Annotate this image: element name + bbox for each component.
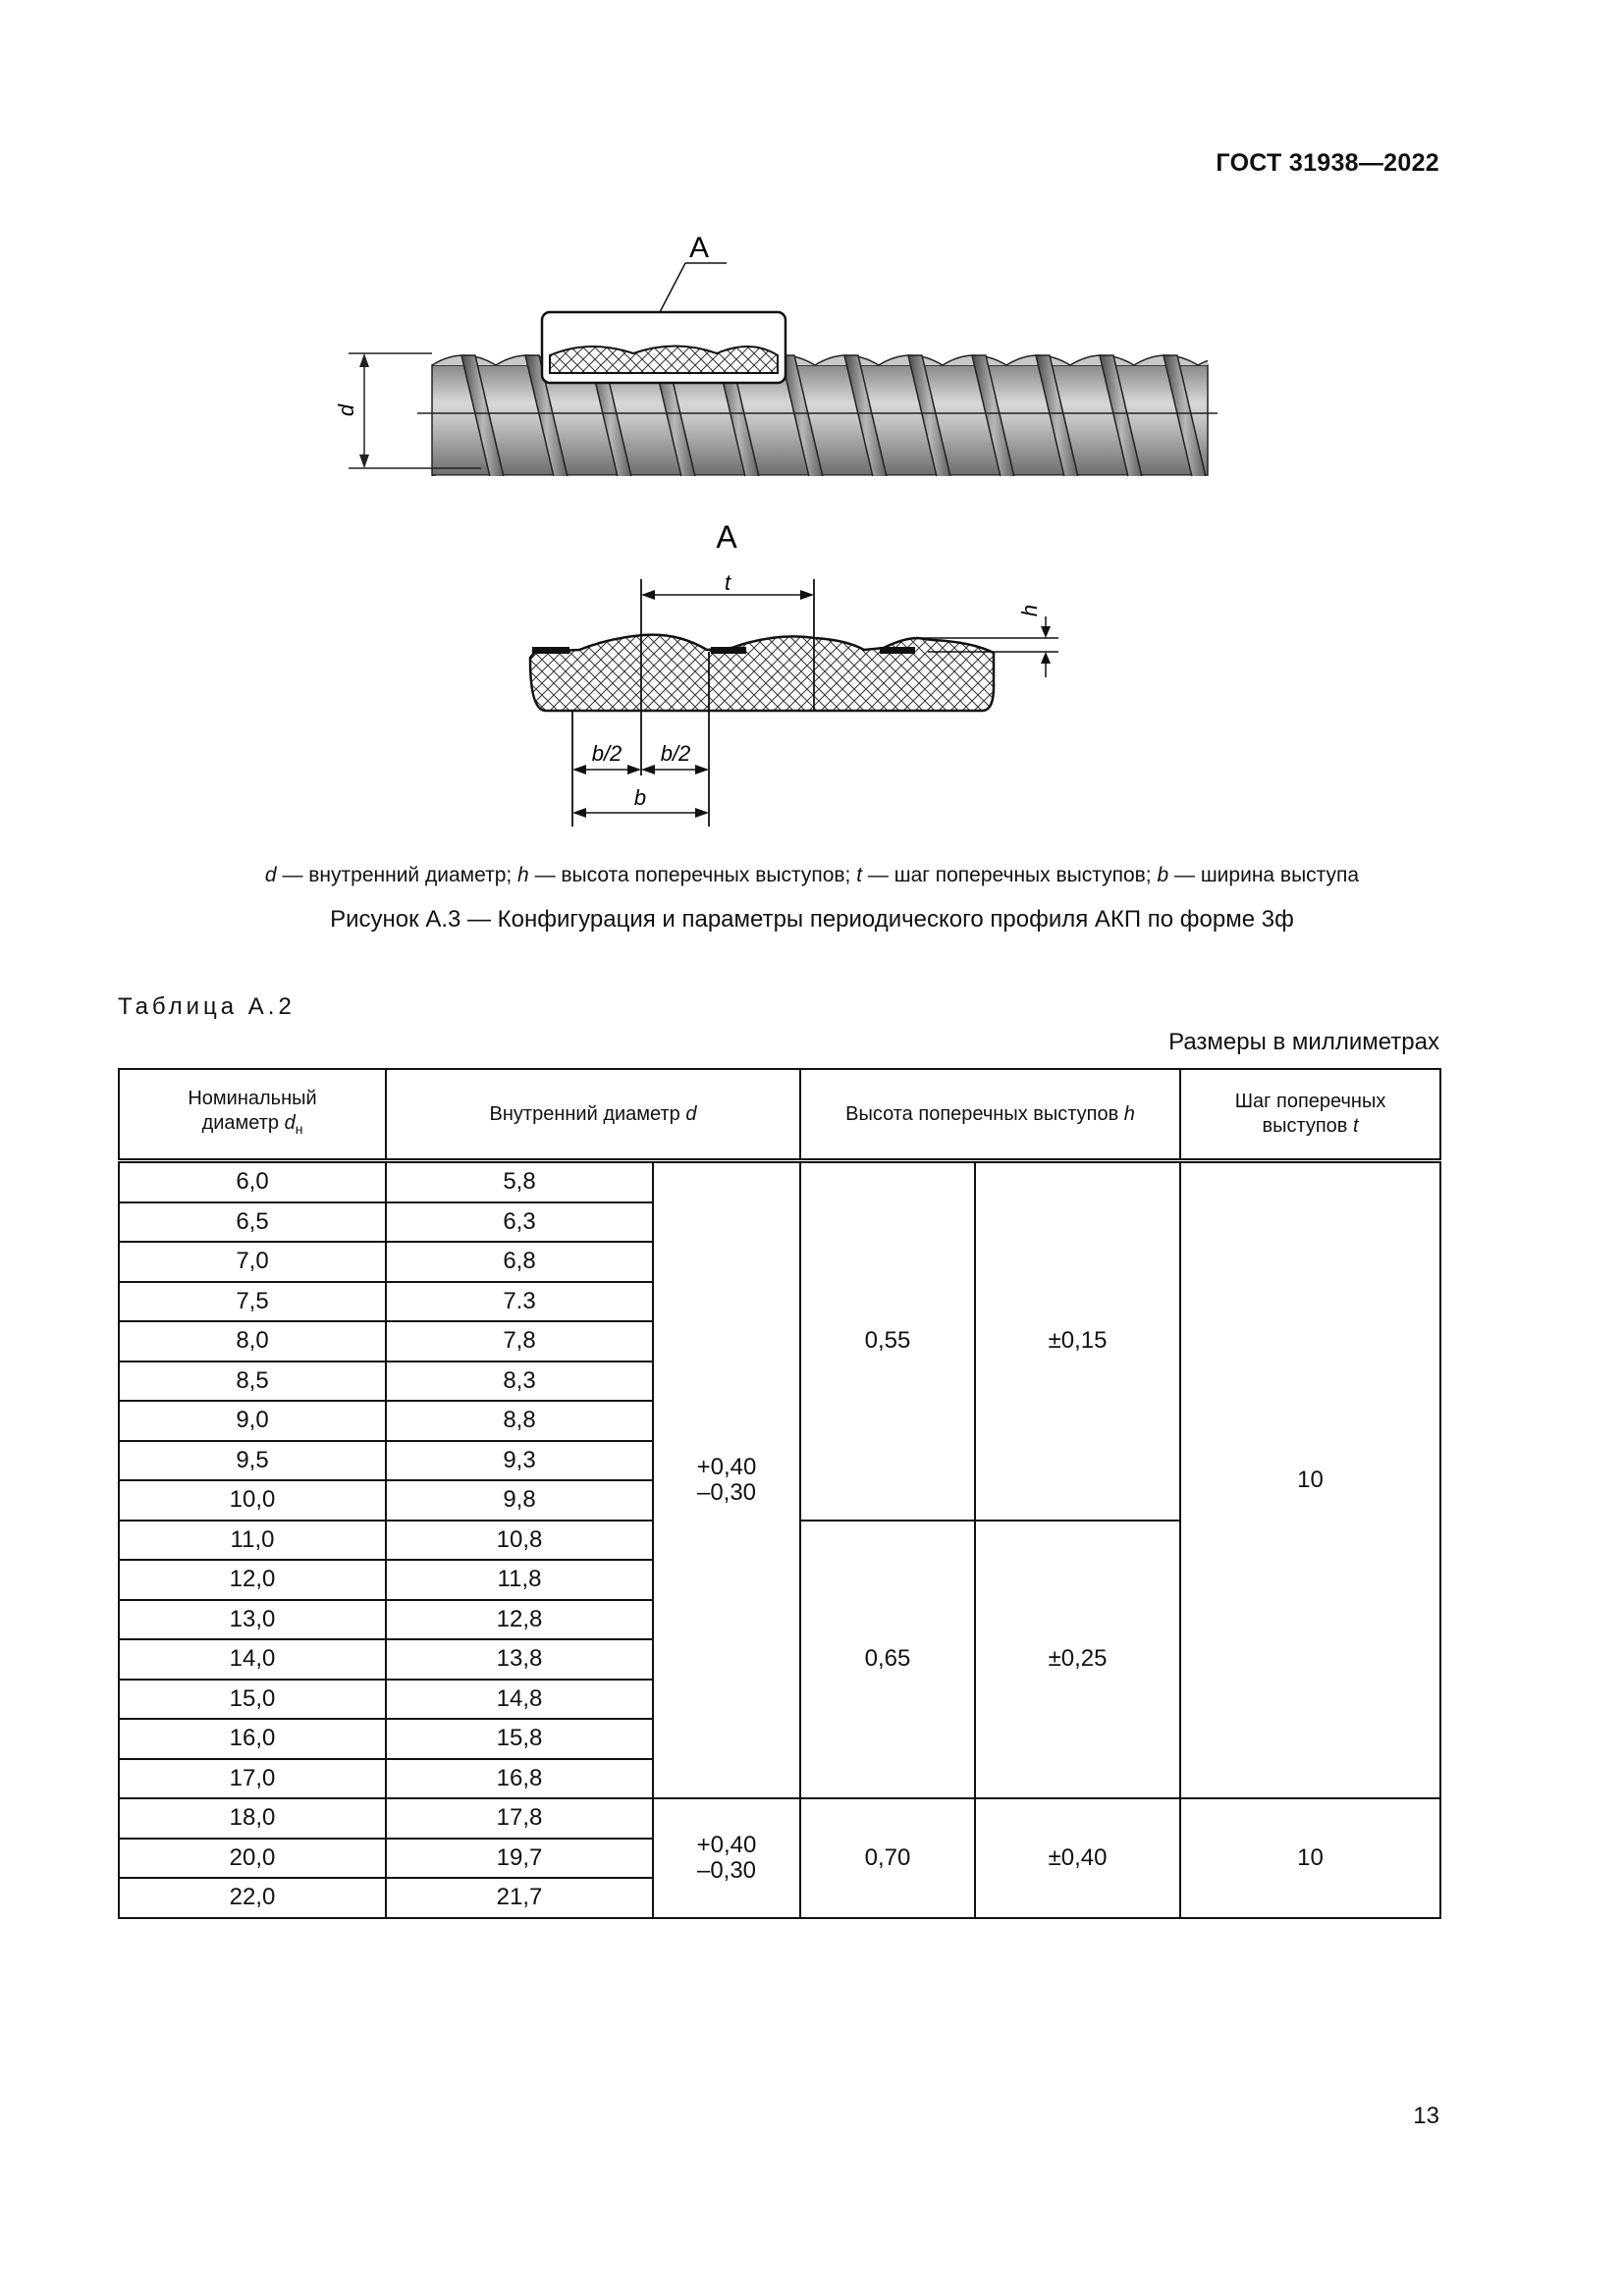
tolerance-minus: –0,30 [696,1856,757,1884]
dim-h-label: h [1017,604,1042,617]
cell-inner: 14,8 [386,1680,653,1720]
cell-inner: 6,3 [386,1202,653,1243]
cell-inner: 9,8 [386,1480,653,1521]
tolerance-plus: +0,40 [696,1831,757,1858]
legend-d-symbol: d [264,864,277,886]
legend-t-symbol: t [856,864,863,886]
header-inner-text: Внутренний диаметр [489,1102,686,1125]
cell-height-tolerance: ±0,25 [975,1521,1180,1799]
detail-a-section [530,579,994,827]
cell-pitch: 10 [1180,1798,1440,1918]
header-nominal-line2: диаметр [201,1112,285,1134]
cell-inner: 16,8 [386,1759,653,1799]
cell-nominal: 11,0 [119,1521,386,1561]
table-body [119,1161,1440,1918]
cell-inner: 5,8 [386,1161,653,1202]
cell-nominal: 9,0 [119,1401,386,1441]
cell-inner-tolerance [653,1798,800,1918]
legend-b-symbol: b [1157,864,1169,886]
cell-nominal: 9,5 [119,1441,386,1481]
cell-inner: 8,3 [386,1362,653,1402]
dim-b-half-right-label: b/2 [660,741,691,766]
table-row [119,1798,1440,1839]
cell-inner: 15,8 [386,1719,653,1759]
legend-b-text: — ширина выступа [1168,864,1360,886]
cell-inner: 8,8 [386,1401,653,1441]
cell-height: 0,65 [800,1521,975,1799]
cell-nominal: 7,5 [119,1282,386,1322]
cell-inner: 7,8 [386,1321,653,1362]
cell-nominal: 17,0 [119,1759,386,1799]
table-units: Размеры в миллиметрах [1168,1029,1439,1055]
header-nominal-symbol: d [284,1112,296,1134]
document-header: ГОСТ 31938—2022 [1216,149,1439,177]
legend-t-text: — шаг поперечных выступов; [862,864,1158,886]
dim-b-half-left-label: b/2 [591,741,623,766]
cell-inner: 9,3 [386,1441,653,1481]
header-inner-diameter [386,1069,800,1161]
cell-nominal: 7,0 [119,1242,386,1282]
table-label: Таблица А.2 [118,993,296,1020]
legend-h-symbol: h [517,864,529,886]
header-nominal-subscript: н [295,1121,303,1137]
cell-nominal: 13,0 [119,1600,386,1640]
dimension-t [641,570,814,600]
header-pitch-symbol: t [1353,1115,1359,1137]
cell-inner: 12,8 [386,1600,653,1640]
dimensions-table [118,1068,1441,1919]
cell-inner: 10,8 [386,1521,653,1561]
cell-nominal: 14,0 [119,1639,386,1680]
cell-inner: 17,8 [386,1798,653,1839]
dim-b-label: b [633,785,647,810]
cell-nominal: 18,0 [119,1798,386,1839]
legend-d-text: — внутренний диаметр; [276,864,518,886]
rebar-profile-figure [295,216,1237,844]
table-header-row [119,1069,1440,1161]
cell-inner-tolerance [653,1161,800,1799]
tolerance-minus: –0,30 [696,1479,757,1506]
header-rib-pitch [1180,1069,1440,1161]
cell-nominal: 10,0 [119,1480,386,1521]
table-row [119,1161,1440,1202]
cell-inner: 19,7 [386,1839,653,1879]
header-pitch-line1: Шаг поперечных [1234,1091,1386,1112]
tolerance-plus: +0,40 [696,1454,757,1480]
rib-stripe [1227,355,1237,481]
header-nominal-line1: Номинальный [188,1088,317,1109]
figure-legend [0,864,1624,887]
cell-nominal: 16,0 [119,1719,386,1759]
dim-t-label: t [724,570,731,595]
cell-inner: 7.3 [386,1282,653,1322]
page-number: 13 [1413,2103,1439,2129]
cell-inner: 21,7 [386,1878,653,1918]
cell-pitch: 10 [1180,1161,1440,1799]
figure-caption: Рисунок А.3 — Конфигурация и параметры периодического профиля АКП по форме 3ф [330,906,1294,933]
cell-nominal: 15,0 [119,1680,386,1720]
header-height-text: Высота поперечных выступов [845,1102,1124,1125]
cell-nominal: 12,0 [119,1560,386,1600]
cell-height-tolerance: ±0,15 [975,1161,1180,1521]
header-rib-height [800,1069,1180,1161]
legend-h-text: — высота поперечных выступов; [528,864,857,886]
cell-nominal: 8,0 [119,1321,386,1362]
cell-height: 0,70 [800,1798,975,1918]
header-inner-symbol: d [685,1102,697,1125]
dim-d-label: d [334,403,358,417]
callout-a [542,232,785,383]
cell-nominal: 22,0 [119,1878,386,1918]
header-height-symbol: h [1123,1102,1135,1125]
rebar-side-view [417,355,1237,482]
cell-inner: 6,8 [386,1242,653,1282]
header-nominal-diameter [119,1069,386,1161]
cell-nominal: 20,0 [119,1839,386,1879]
cell-height: 0,55 [800,1161,975,1521]
cell-nominal: 6,0 [119,1161,386,1202]
cell-inner: 13,8 [386,1639,653,1680]
header-pitch-line2: выступов [1262,1115,1353,1137]
callout-a-label: А [688,232,710,264]
cell-nominal: 6,5 [119,1202,386,1243]
cell-height-tolerance: ±0,40 [975,1798,1180,1918]
cell-nominal: 8,5 [119,1362,386,1402]
cell-inner: 11,8 [386,1560,653,1600]
detail-a-title: А [716,519,737,555]
